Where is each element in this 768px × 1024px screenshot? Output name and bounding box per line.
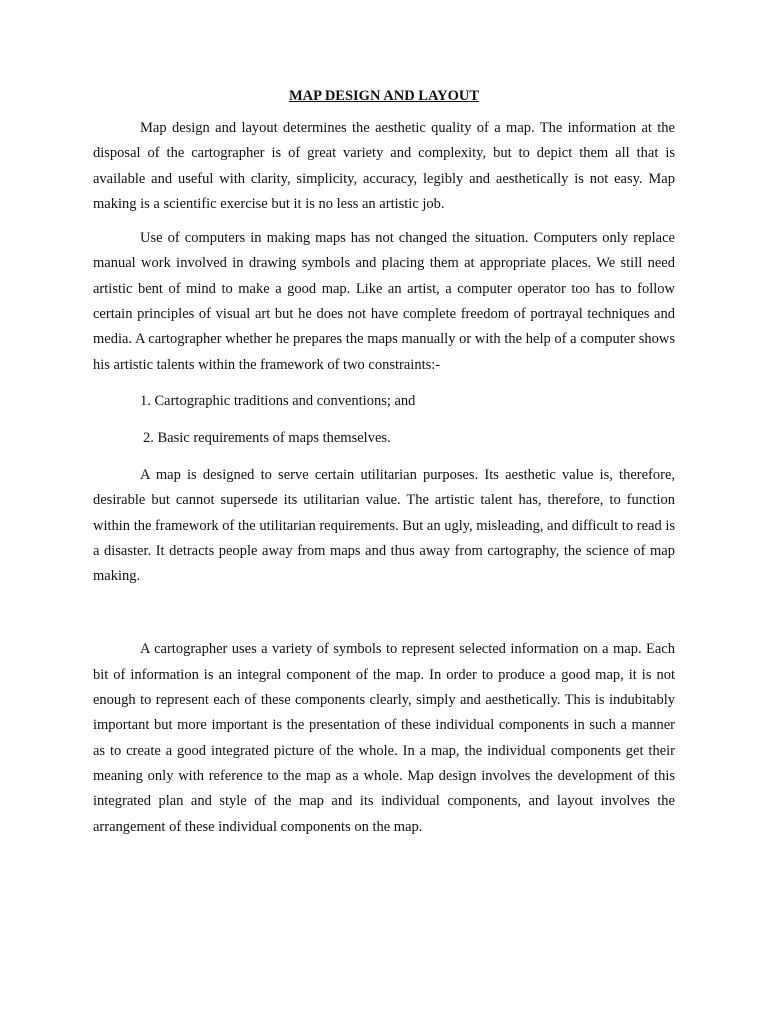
paragraph-intro: Map design and layout determines the aesthetic quality of a map. The information at the disposal of the cartographer is of great variety and complexity, but to depict them all that is available and useful with clarity, simplicity, accuracy, legibly and aesthetically is not easy. Map making is a scientific exercise but it is no less an artistic job.	[93, 120, 675, 212]
document-title: MAP DESIGN AND LAYOUT	[288, 88, 479, 104]
paragraph-utilitarian: A map is designed to serve certain utilitarian purposes. Its aesthetic value is, therefore, desirable but cannot supersede its utilitarian value. The artistic talent has, therefore, to function within the framework of the utilitarian requirements. But an ugly, misleading, and difficult to read is a disaster. It detracts people away from maps and thus away from cartography, the science of map making.	[93, 466, 675, 585]
paragraph-symbols: A cartographer uses a variety of symbols to represent selected information on a map. Each bit of information is an integral component of the map. In order to produce a good map, it is not enough to represent each of these components clearly, simply and aesthetically. This is indubitably important but more important is the presentation of these individual components in such a manner as to create a good integrated picture of the whole. In a map, the individual components get their meaning only with reference to the map as a whole. Map design involves the development of this integrated plan and style of the map and its individual components, and layout involves the arrangement of these individual components on the map.	[93, 641, 675, 835]
document-page	[93, 86, 675, 840]
constraint-item-1: 1. Cartographic traditions and conventions; and	[140, 392, 416, 409]
paragraph-computers: Use of computers in making maps has not changed the situation. Computers only replace manual work involved in drawing symbols and placing them at appropriate places. We still need artistic bent of mind to make a good map. Like an artist, a computer operator too has to follow certain principles of visual art but he does not have complete freedom of portrayal techniques and media. A cartographer whether he prepares the maps manually or with the help of a computer shows his artistic talents within the framework of two constraints:-	[93, 230, 675, 373]
constraint-item-2: 2. Basic requirements of maps themselves.	[143, 429, 391, 446]
